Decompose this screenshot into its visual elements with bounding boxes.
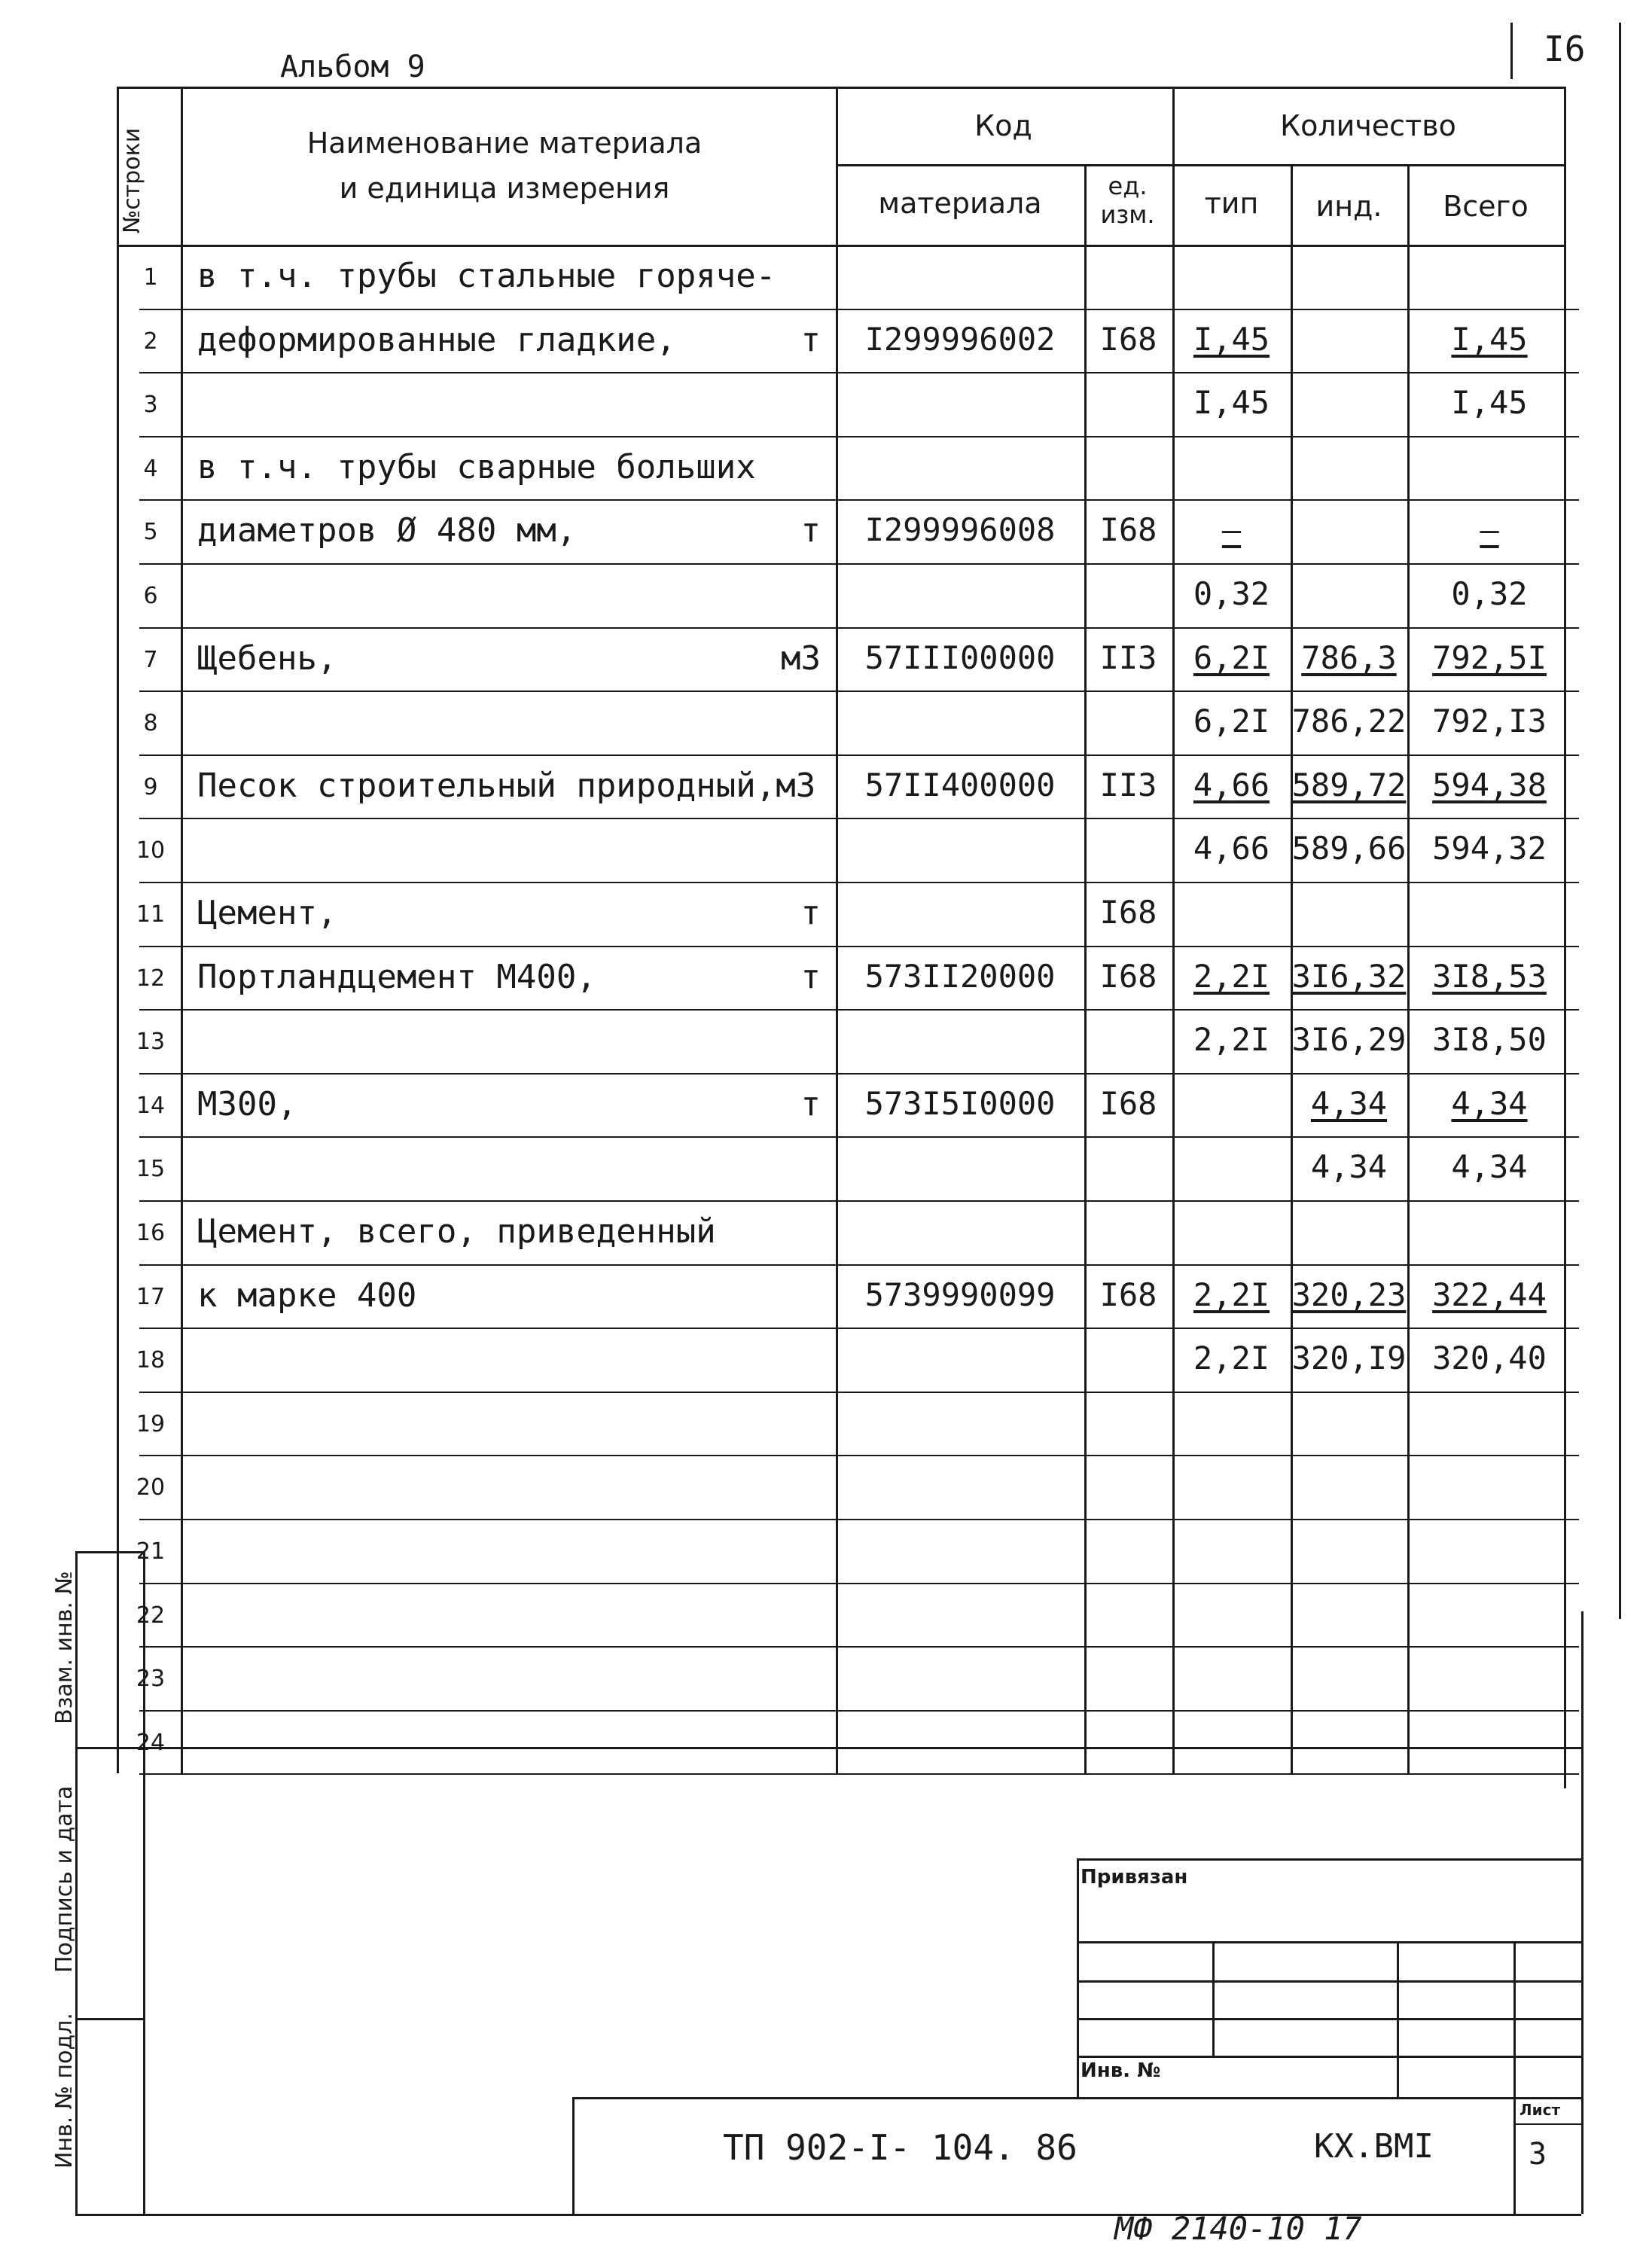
header-total: Всего <box>1443 190 1529 223</box>
material-name: Щебень, <box>197 639 337 678</box>
qty-ind: 786,22 <box>1291 703 1407 740</box>
header-bottom-line <box>117 245 1564 247</box>
row-line <box>139 309 1579 310</box>
material-unit: т <box>800 1084 821 1123</box>
material-code: I299996008 <box>864 511 1056 549</box>
material-name: деформированные гладкие, <box>197 320 676 359</box>
block-top-border <box>143 1747 1581 1749</box>
row-line <box>139 1646 1579 1648</box>
unit-code: I68 <box>1099 1276 1157 1313</box>
qty-ind: 589,66 <box>1291 830 1407 867</box>
qty-total: 594,38 <box>1432 766 1547 803</box>
stamp-inv-no: Инв. № <box>1081 2059 1161 2082</box>
row-number: 14 <box>136 1092 166 1119</box>
material-name: Цемент, всего, приведенный <box>197 1212 716 1251</box>
qty-type: 6,2I <box>1193 639 1270 676</box>
row-line <box>139 1073 1579 1075</box>
material-name: М300, <box>197 1084 297 1123</box>
material-code: 5739990099 <box>864 1276 1056 1313</box>
material-unit: т <box>800 320 821 359</box>
material-name: диаметров Ø 480 мм, <box>197 511 577 550</box>
row-number: 1 <box>143 264 158 291</box>
row-number: 19 <box>136 1410 166 1437</box>
qty-total: 3I8,53 <box>1432 957 1547 995</box>
row-number: 15 <box>136 1156 166 1183</box>
side-label-vzam: Взам. инв. № <box>51 1571 78 1724</box>
row-number: 17 <box>136 1283 166 1310</box>
material-name: Песок строительный природный,м3 <box>197 766 816 805</box>
qty-ind: 786,3 <box>1301 639 1397 676</box>
row-line <box>139 1392 1579 1393</box>
qty-ind: 4,34 <box>1310 1148 1388 1186</box>
side-label-inv: Инв. № подл. <box>51 2013 78 2169</box>
qty-total: I,45 <box>1451 320 1528 358</box>
header-ind: инд. <box>1315 190 1382 223</box>
page-right-border <box>1581 1611 1584 2214</box>
side-label-signature: Подпись и дата <box>51 1785 78 1973</box>
row-number: 21 <box>136 1538 166 1565</box>
row-number: 11 <box>136 901 166 928</box>
row-line <box>139 563 1579 565</box>
col-left-border <box>117 87 119 1773</box>
header-unit <box>1084 172 1171 229</box>
row-number: 18 <box>136 1347 166 1374</box>
qty-ind: 320,23 <box>1291 1276 1407 1313</box>
row-number: 24 <box>136 1729 166 1756</box>
row-line <box>139 1200 1579 1202</box>
row-number: 23 <box>136 1666 166 1693</box>
qty-total: – <box>1480 511 1499 549</box>
qty-ind: 3I6,32 <box>1291 957 1407 995</box>
unit-code: II3 <box>1099 766 1157 803</box>
row-line <box>139 1583 1579 1584</box>
row-line <box>139 372 1579 373</box>
material-unit: т <box>800 957 821 996</box>
unit-code: I68 <box>1099 957 1157 995</box>
qty-total: I,45 <box>1451 384 1528 422</box>
stamp-line <box>1212 1941 1215 2056</box>
qty-ind: 3I6,29 <box>1291 1021 1407 1059</box>
row-line <box>139 1136 1579 1138</box>
qty-total: 322,44 <box>1432 1276 1547 1313</box>
qty-total: 792,5I <box>1432 639 1547 676</box>
stamp-sheet-value: 3 <box>1529 2137 1547 2172</box>
unit-code: II3 <box>1099 639 1157 676</box>
row-line <box>139 436 1579 437</box>
row-number: 9 <box>143 773 158 800</box>
qty-total: 4,34 <box>1451 1148 1528 1186</box>
header-name-line2: и единица измерения <box>339 172 670 205</box>
row-number: 8 <box>143 710 158 737</box>
page-left-border <box>143 1747 145 2214</box>
header-type: тип <box>1204 187 1259 220</box>
stamp-line <box>1077 1980 1581 1983</box>
page-number-divider <box>1510 23 1513 79</box>
qty-type: 2,2I <box>1193 1276 1270 1313</box>
qty-total: 3I8,50 <box>1432 1021 1547 1059</box>
unit-code: I68 <box>1099 894 1157 931</box>
qty-type: 0,32 <box>1193 575 1270 612</box>
qty-total: 320,40 <box>1432 1340 1547 1377</box>
row-number: 5 <box>143 519 158 546</box>
qty-type: I,45 <box>1193 320 1270 358</box>
row-number: 4 <box>143 455 158 482</box>
header-code-material: материала <box>878 187 1042 220</box>
material-unit: т <box>800 511 821 550</box>
qty-type: 2,2I <box>1193 957 1270 995</box>
side-strip-div2 <box>75 2018 143 2020</box>
stamp-line <box>1513 1941 1516 2214</box>
row-line <box>139 1009 1579 1011</box>
side-strip-left <box>75 1551 78 2214</box>
row-number: 3 <box>143 392 158 419</box>
stamp-mark: КХ.ВМI <box>1314 2127 1434 2166</box>
header-quantity: Количество <box>1280 109 1456 142</box>
header-name-line1: Наименование материала <box>306 127 703 160</box>
header-mid-line <box>836 164 1564 166</box>
qty-type: 2,2I <box>1193 1340 1270 1377</box>
right-margin-line <box>1619 23 1621 1619</box>
material-code: 573II20000 <box>864 957 1056 995</box>
row-number: 2 <box>143 328 158 355</box>
header-unit-line2: изм. <box>1100 200 1155 229</box>
row-number: 22 <box>136 1602 166 1629</box>
qty-total: 792,I3 <box>1432 703 1547 740</box>
row-number: 20 <box>136 1474 166 1501</box>
material-name: Портландцемент М400, <box>197 957 596 996</box>
material-name: к марке 400 <box>197 1276 417 1315</box>
row-line <box>139 690 1579 692</box>
row-line <box>139 1455 1579 1456</box>
stamp-line <box>1397 1941 1399 2097</box>
page-bottom-border <box>75 2214 1581 2216</box>
row-line <box>139 1519 1579 1520</box>
material-code: 57III00000 <box>864 639 1056 676</box>
material-unit: м3 <box>781 639 821 678</box>
stamp-line <box>1077 2056 1581 2058</box>
qty-total: 594,32 <box>1432 830 1547 867</box>
footer-code: МФ 2140-10 17 <box>1114 2210 1362 2247</box>
stamp-line <box>1513 2123 1581 2125</box>
row-number: 13 <box>136 1029 166 1056</box>
header-row-number: №строки <box>119 127 145 233</box>
row-number: 10 <box>136 837 166 864</box>
stamp-line <box>1077 1858 1581 1861</box>
unit-code: I68 <box>1099 320 1157 358</box>
row-line <box>139 818 1579 819</box>
row-number: 6 <box>143 583 158 609</box>
qty-type: I,45 <box>1193 384 1270 422</box>
row-line <box>139 499 1579 501</box>
qty-ind: 4,34 <box>1310 1084 1388 1122</box>
row-line <box>139 946 1579 947</box>
stamp-line <box>1077 1858 1079 2097</box>
row-line <box>139 882 1579 883</box>
qty-total: 4,34 <box>1451 1084 1528 1122</box>
table-top-border <box>117 87 1564 89</box>
material-code: 57II400000 <box>864 766 1056 803</box>
header-unit-line1: ед. <box>1108 172 1148 200</box>
material-unit: т <box>800 894 821 932</box>
qty-type: 4,66 <box>1193 766 1270 803</box>
qty-total: 0,32 <box>1451 575 1528 612</box>
material-name: Цемент, <box>197 894 337 932</box>
qty-type: 2,2I <box>1193 1021 1270 1059</box>
unit-code: I68 <box>1099 1084 1157 1122</box>
material-name: в т.ч. трубы стальные горяче- <box>197 257 776 295</box>
material-code: I299996002 <box>864 320 1056 358</box>
col-line-rownum <box>181 87 183 1773</box>
row-line <box>139 754 1579 756</box>
row-line <box>139 1264 1579 1266</box>
album-label: Альбом 9 <box>280 50 425 84</box>
stamp-privyazan: Привязан <box>1081 1866 1188 1888</box>
row-number: 7 <box>143 646 158 673</box>
row-line <box>139 1773 1579 1775</box>
stamp-line <box>572 2097 575 2214</box>
row-number: 16 <box>136 1220 166 1246</box>
stamp-line <box>1077 2018 1581 2020</box>
qty-type: – <box>1221 511 1242 549</box>
stamp-sheet-label: Лист <box>1520 2101 1561 2119</box>
stamp-line <box>1077 1941 1581 1943</box>
qty-ind: 320,I9 <box>1291 1340 1407 1377</box>
stamp-doc-code: ТП 902-I- 104. 86 <box>723 2127 1078 2168</box>
row-line <box>139 627 1579 629</box>
qty-ind: 589,72 <box>1291 766 1407 803</box>
header-code: Код <box>974 109 1032 142</box>
page-number: I6 <box>1544 29 1586 69</box>
qty-type: 6,2I <box>1193 703 1270 740</box>
unit-code: I68 <box>1099 511 1157 549</box>
stamp-line <box>572 2097 1581 2099</box>
row-line <box>139 1710 1579 1712</box>
material-name: в т.ч. трубы сварные больших <box>197 447 756 486</box>
material-code: 573I5I0000 <box>864 1084 1056 1122</box>
row-line <box>139 1328 1579 1329</box>
qty-type: 4,66 <box>1193 830 1270 867</box>
row-number: 12 <box>136 965 166 992</box>
